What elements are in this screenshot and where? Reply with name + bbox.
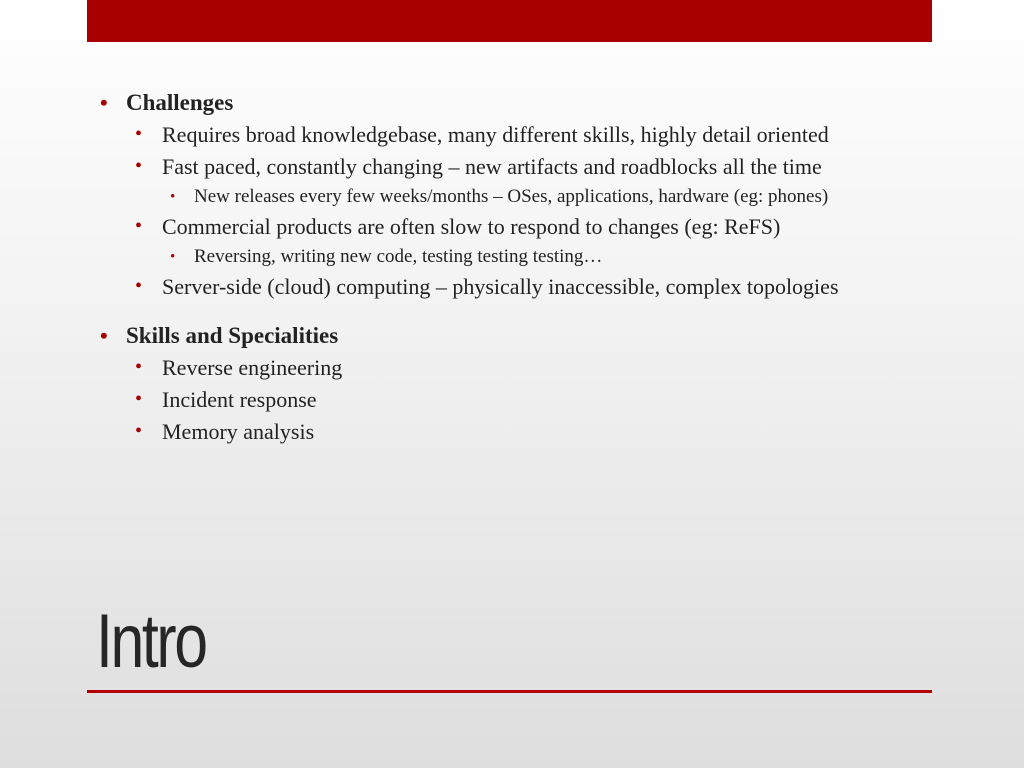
slide-body bbox=[100, 88, 980, 466]
bullet-icon: • bbox=[135, 155, 143, 177]
bullet-icon: • bbox=[135, 123, 143, 145]
list-item-text: Memory analysis bbox=[162, 419, 315, 444]
list-item-text: Incident response bbox=[162, 387, 317, 412]
section-skills bbox=[100, 321, 980, 444]
list-item-text: Commercial products are often slow to respond to changes (eg: ReFS) bbox=[162, 214, 781, 239]
section-heading bbox=[100, 321, 980, 351]
section-challenges bbox=[100, 88, 980, 299]
bullet-icon: • bbox=[100, 323, 108, 348]
list-item bbox=[100, 154, 980, 179]
bullet-icon: • bbox=[135, 275, 143, 297]
sub-list-item-text: New releases every few weeks/months – OSes, applications, hardware (eg: phones) bbox=[194, 186, 829, 207]
bullet-icon: • bbox=[135, 388, 143, 410]
section-heading-text: Skills and Specialities bbox=[126, 323, 339, 348]
sub-list-item-text: Reversing, writing new code, testing testing testing… bbox=[194, 246, 603, 267]
list-item-text: Fast paced, constantly changing – new artifacts and roadblocks all the time bbox=[162, 154, 822, 179]
list-item-text: Server-side (cloud) computing – physically inaccessible, complex topologies bbox=[162, 274, 839, 299]
list-item bbox=[100, 122, 980, 147]
slide-title: Intro bbox=[96, 599, 206, 684]
list-item bbox=[100, 214, 980, 239]
top-accent-bar bbox=[87, 0, 932, 42]
list-item bbox=[100, 355, 980, 380]
section-heading bbox=[100, 88, 980, 118]
list-item bbox=[100, 274, 980, 299]
list-item bbox=[100, 419, 980, 444]
bullet-icon: • bbox=[170, 189, 176, 205]
title-underline bbox=[87, 690, 932, 693]
sub-list-item bbox=[100, 186, 980, 208]
bullet-icon: • bbox=[100, 90, 108, 115]
bullet-icon: • bbox=[135, 215, 143, 237]
bullet-icon: • bbox=[135, 356, 143, 378]
list-item-text: Reverse engineering bbox=[162, 355, 343, 380]
list-item-text: Requires broad knowledgebase, many different skills, highly detail oriented bbox=[162, 122, 829, 147]
bullet-icon: • bbox=[170, 249, 176, 265]
sub-list-item bbox=[100, 246, 980, 268]
bullet-icon: • bbox=[135, 420, 143, 442]
list-item bbox=[100, 387, 980, 412]
section-heading-text: Challenges bbox=[126, 90, 234, 115]
